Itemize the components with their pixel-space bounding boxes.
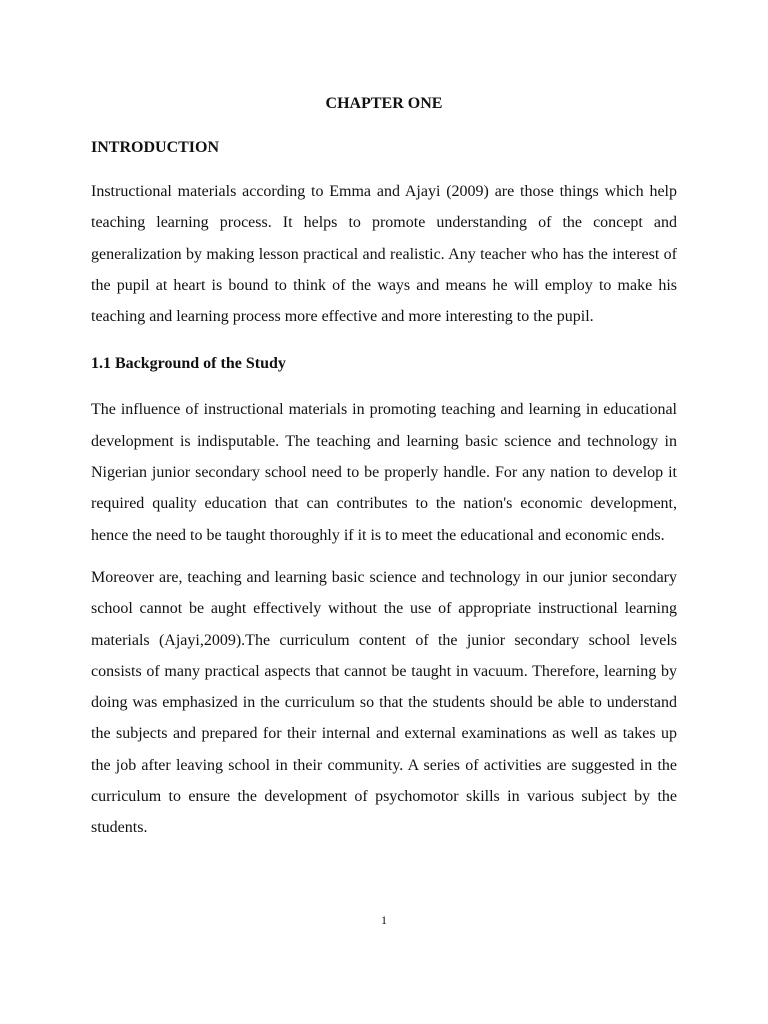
background-paragraph-2: Moreover are, teaching and learning basic science and technology in our junior secondary school cannot be aught effectively without the use of appropriate instructional learning materials (Ajayi,2009).The curriculum content of the junior secondary school levels consists of many practical aspects that cannot be taught in vacuum. Therefore, learning by doing was emphasized in the curriculum so that the students should be able to understand the subjects and prepared for their internal and external examinations as well as takes up the job after leaving school in their community. A series of activities are suggested in the curriculum to ensure the development of psychomotor skills in various subject by the students. [91, 568, 677, 837]
background-paragraph-1: The influence of instructional materials in promoting teaching and learning in educational development is indisputable. The teaching and learning basic science and technology in Nigerian junior secondary school need to be properly handle. For any nation to develop it required quality education that can contributes to the nation's economic development, hence the need to be taught thoroughly if it is to meet the educational and economic ends. [91, 401, 677, 544]
introduction-paragraph: Instructional materials according to Emma and Ajayi (2009) are those things which help teaching learning process. It helps to promote understanding of the concept and generalization by making lesson practical and realistic. Any teacher who has the interest of the pupil at heart is bound to think of the ways and means he will employ to make his teaching and learning process more effective and more interesting to the pupil. [91, 183, 677, 326]
background-heading: 1.1 Background of the Study [91, 355, 286, 373]
page-number: 1 [381, 913, 387, 927]
chapter-title: CHAPTER ONE [325, 95, 443, 112]
page-content [91, 92, 677, 844]
introduction-heading: INTRODUCTION [91, 139, 220, 156]
